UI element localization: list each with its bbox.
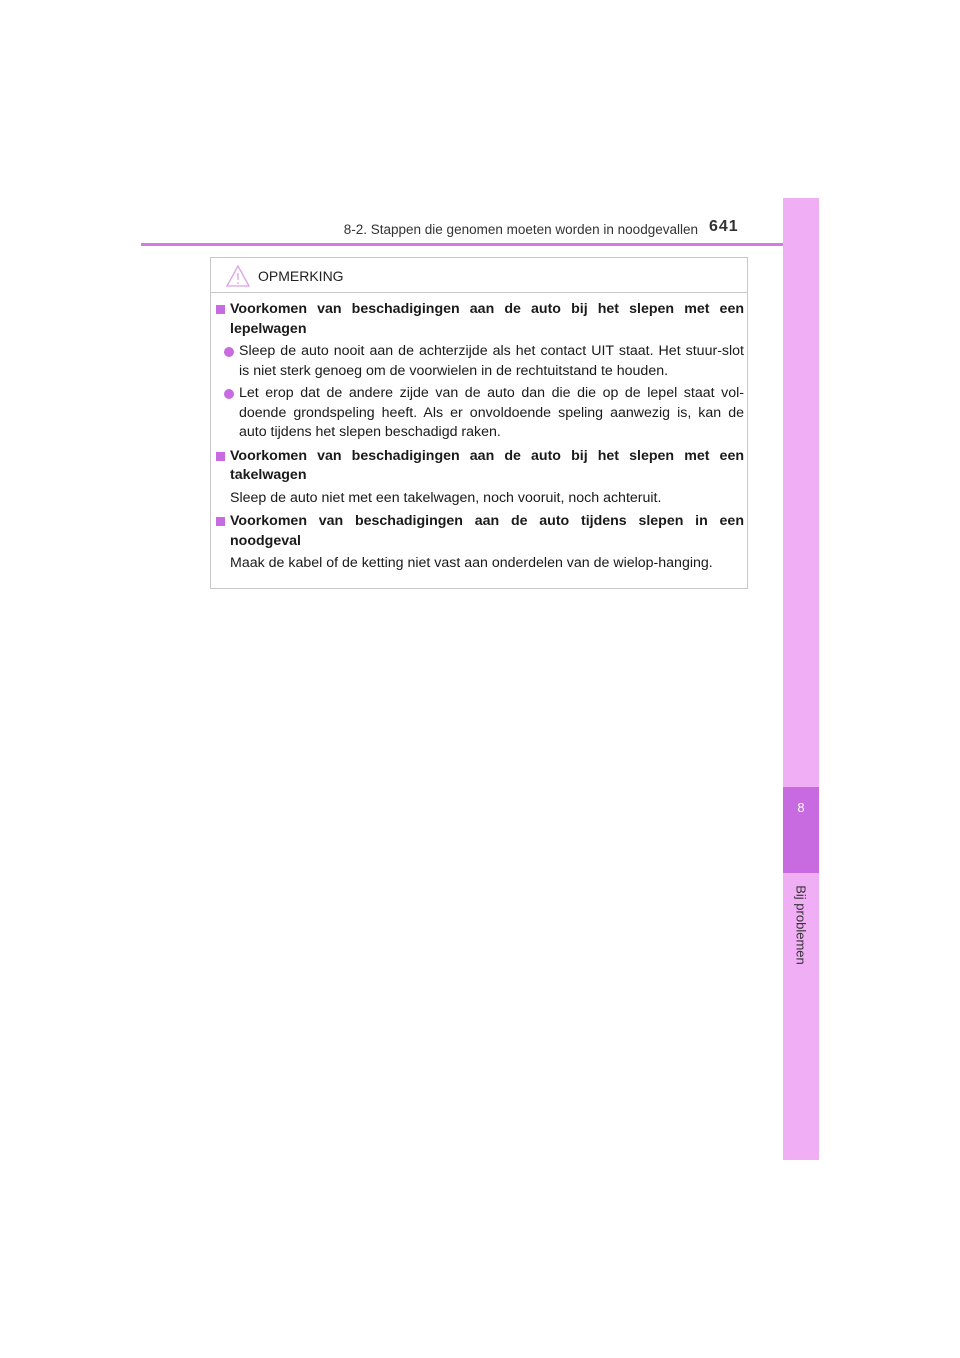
list-item bbox=[216, 384, 744, 443]
section-text: Sleep de auto niet met een takelwagen, noch vooruit, noch achteruit. bbox=[230, 489, 662, 506]
notice-divider bbox=[211, 292, 747, 293]
header-rule bbox=[141, 243, 819, 246]
chapter-number: 8 bbox=[797, 800, 805, 815]
list-item bbox=[216, 342, 744, 381]
list-item-text: Sleep de auto nooit aan de achterzijde als het contact UIT staat. Het stuur-slot is niet sterk genoeg om de voorwielen in de rechtuitstand te houden. bbox=[239, 343, 744, 379]
warning-triangle-icon bbox=[225, 264, 251, 288]
notice-header bbox=[225, 264, 344, 288]
section-heading bbox=[216, 447, 744, 486]
round-bullet-icon bbox=[224, 389, 234, 399]
square-bullet-icon bbox=[216, 452, 225, 461]
section-heading-text: Voorkomen van beschadigingen aan de auto bij het slepen met een takelwagen bbox=[230, 447, 744, 483]
page-number: 641 bbox=[709, 218, 739, 235]
section-heading-text: Voorkomen van beschadigingen aan de auto tijdens slepen in een noodgeval bbox=[230, 513, 744, 549]
chapter-name-label: Bij problemen bbox=[793, 885, 809, 965]
chapter-side-tab bbox=[783, 198, 819, 1160]
square-bullet-icon bbox=[216, 517, 225, 526]
section-heading-text: Voorkomen van beschadigingen aan de auto bij het slepen met een lepelwagen bbox=[230, 301, 744, 337]
notice-body bbox=[216, 300, 744, 574]
notice-box bbox=[210, 257, 748, 589]
section-heading bbox=[216, 512, 744, 551]
section-heading bbox=[216, 300, 744, 339]
square-bullet-icon bbox=[216, 305, 225, 314]
section-header-title: 8-2. Stappen die genomen moeten worden in noodgevallen bbox=[343, 222, 698, 237]
section-text: Maak de kabel of de ketting niet vast aan onderdelen van de wielop-hanging. bbox=[230, 555, 713, 571]
notice-title: OPMERKING bbox=[258, 268, 344, 284]
list-item-text: Let erop dat de andere zijde van de auto dan die die op de lepel staat vol-doende grondspeling heeft. Als er onvoldoende speling aanwezig is, kan de auto tijdens het slepen beschadigd raken. bbox=[239, 385, 744, 440]
round-bullet-icon bbox=[224, 347, 234, 357]
